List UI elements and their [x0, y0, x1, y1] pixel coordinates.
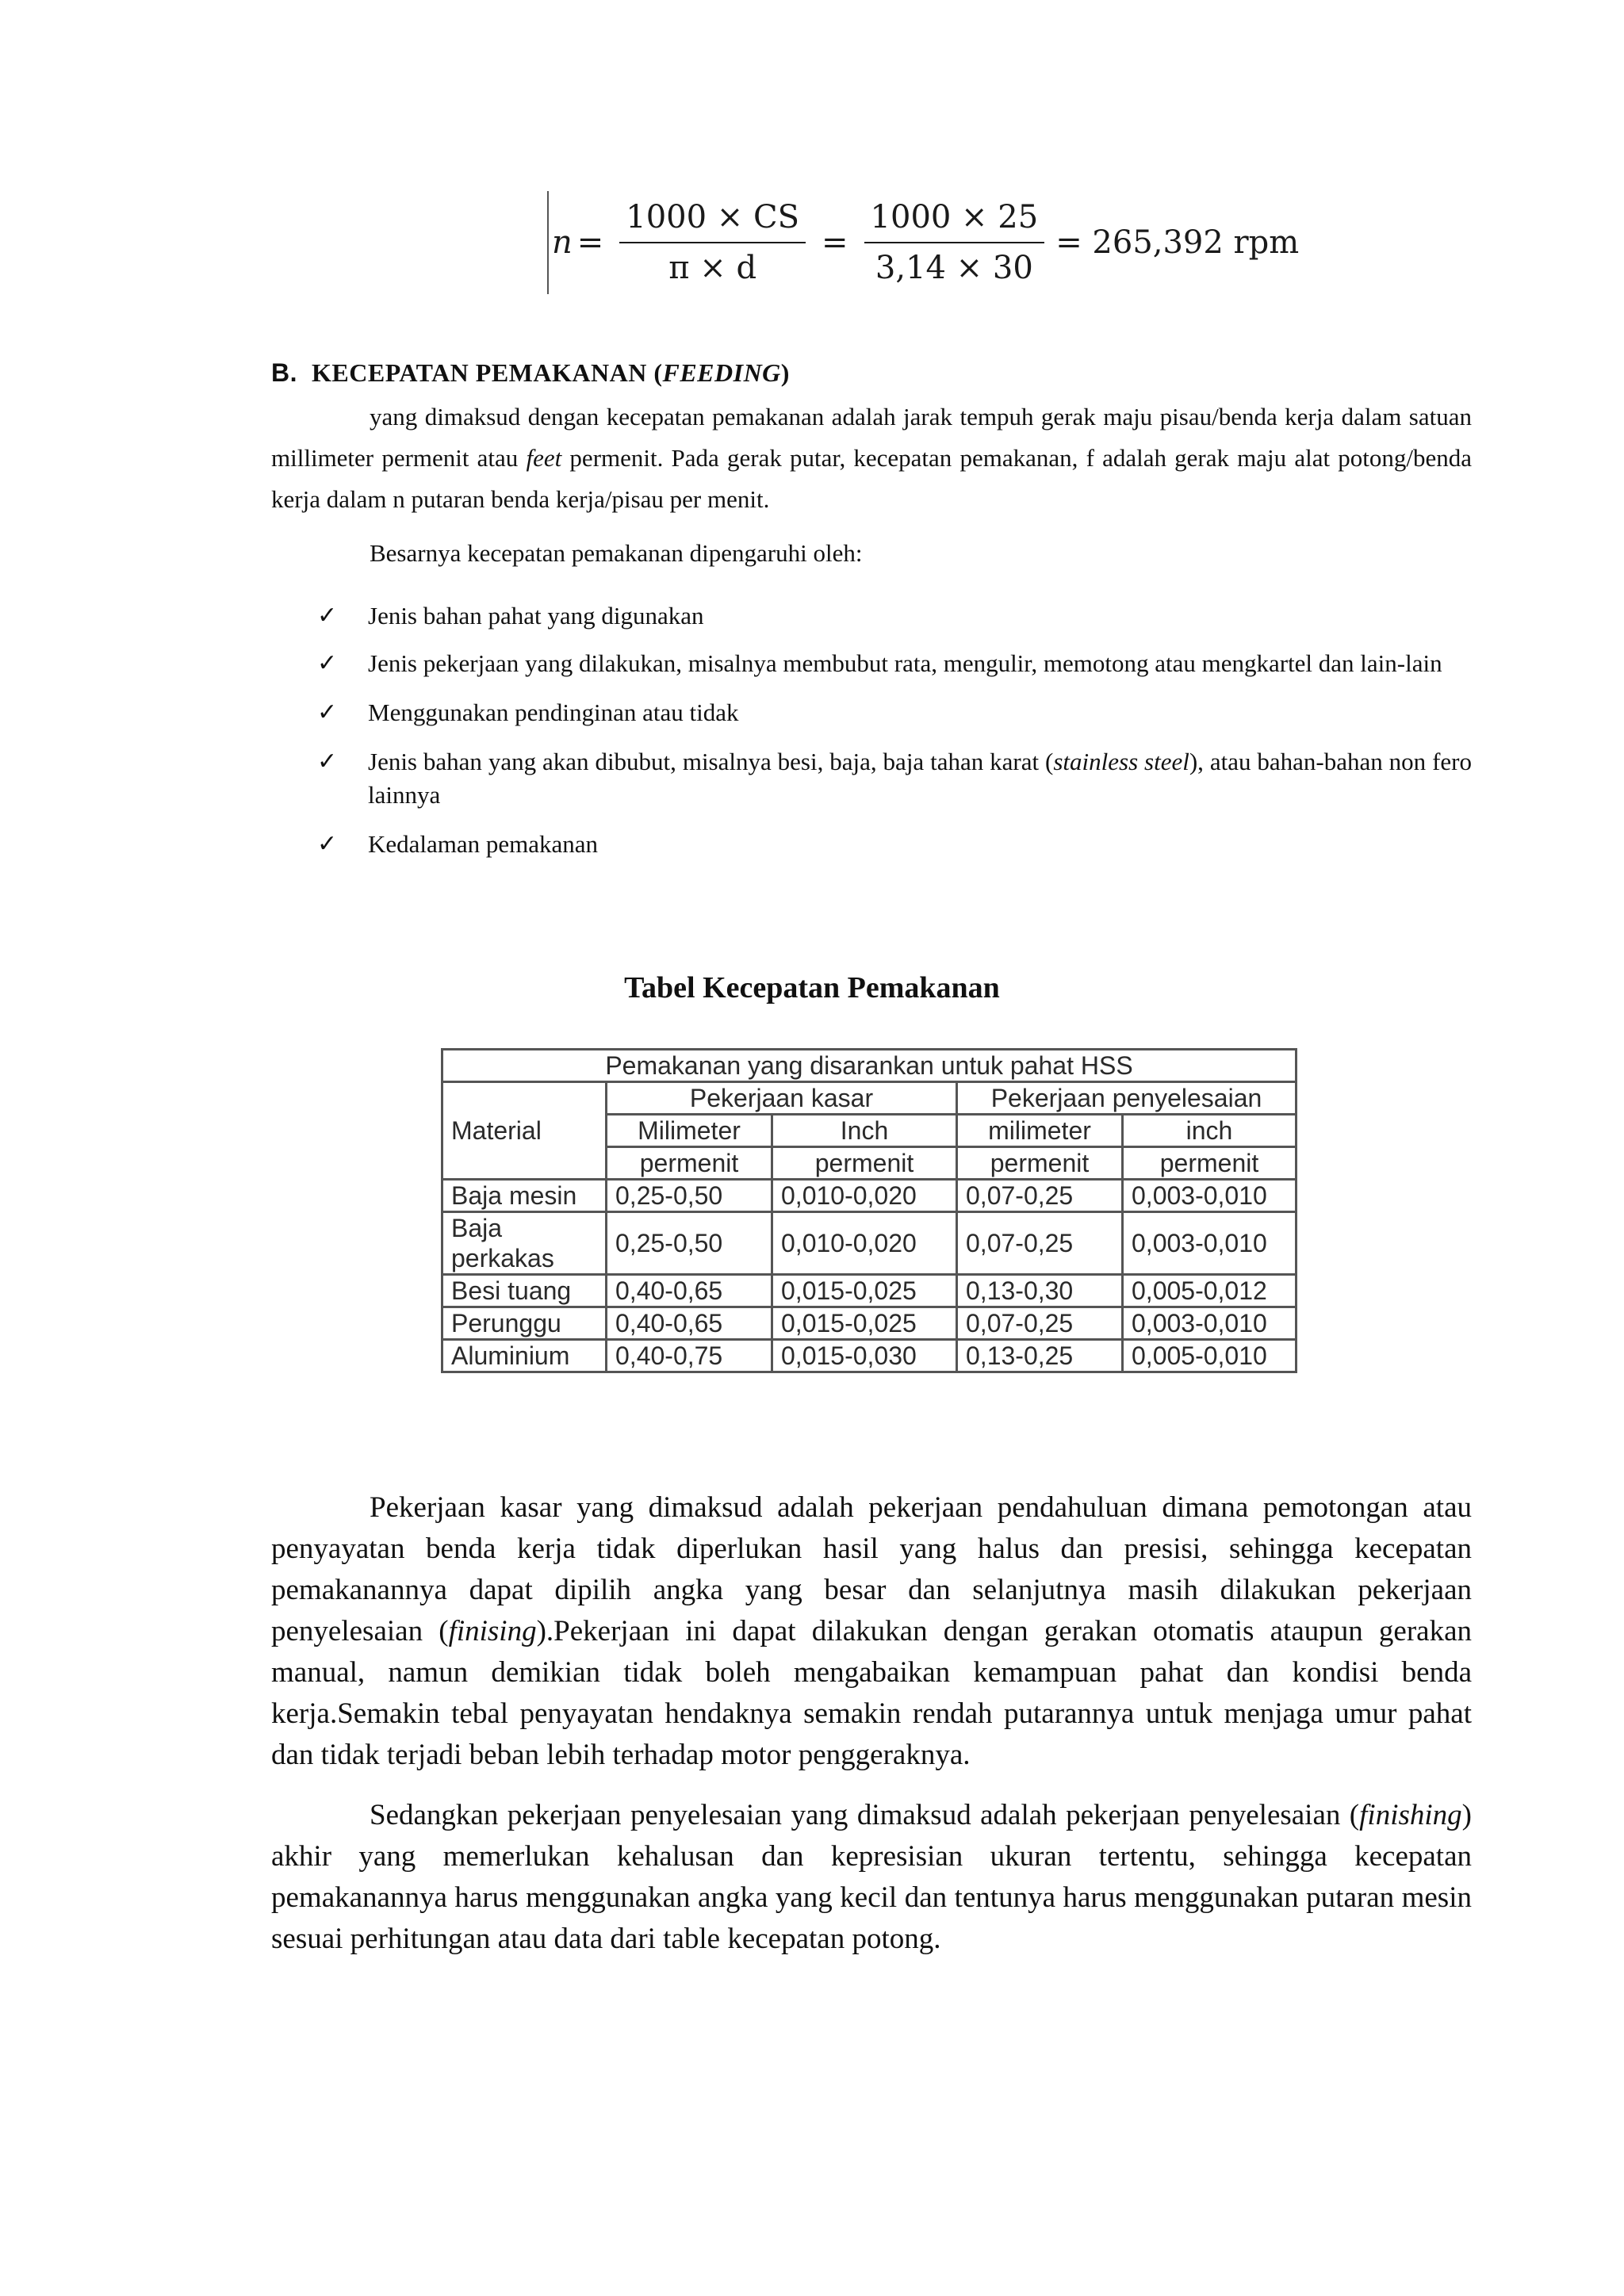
list-item-text-italic: stainless steel: [1053, 748, 1189, 775]
row-material: Perunggu: [442, 1307, 607, 1340]
col3-header: milimeter: [957, 1115, 1123, 1147]
row-value: 0,003-0,010: [1123, 1307, 1297, 1340]
finishing-paragraph: [271, 1795, 1472, 1960]
equals-sign: =: [576, 224, 604, 261]
feed-rate-table: [441, 1048, 1297, 1373]
row-value: 0,015-0,025: [772, 1275, 957, 1307]
row-value: 0,015-0,030: [772, 1340, 957, 1372]
list-item: [317, 745, 1472, 812]
row-value: 0,13-0,25: [957, 1340, 1123, 1372]
group-finish-header: Pekerjaan penyelesaian: [957, 1082, 1297, 1115]
list-item-text: Kedalaman pemakanan: [368, 830, 599, 858]
list-item-text: [368, 745, 1472, 812]
section-heading: [271, 358, 790, 388]
row-value: 0,40-0,65: [607, 1275, 772, 1307]
row-value: 0,25-0,50: [607, 1212, 772, 1275]
row-value: 0,13-0,30: [957, 1275, 1123, 1307]
row-value: 0,010-0,020: [772, 1180, 957, 1212]
list-item-text: Menggunakan pendinginan atau tidak: [368, 698, 739, 726]
list-item-text: Jenis bahan pahat yang digunakan: [368, 602, 704, 629]
row-value: 0,005-0,010: [1123, 1340, 1297, 1372]
finish-text-2: ) akhir yang memerlukan kehalusan dan kepresisian ukuran tertentu, sehingga kecepatan pemakanannya harus menggunakan angka yang kecil dan tentunya harus menggunakan putaran mesin sesuai perhitungan atau data dari table kecepatan potong.: [271, 1799, 1472, 1955]
rough-text-1: Pekerjaan kasar yang dimaksud adalah pekerjaan pendahuluan dimana pemotongan atau penyayatan benda kerja tidak diperlukan hasil yang halus dan presisi, sehingga kecepatan pemakanannya dapat dipilih angka yang besar dan selanjutnya masih dilakukan pekerjaan penyelesaian (: [271, 1491, 1472, 1647]
check-icon: ✓: [317, 698, 338, 726]
table-caption-row: [442, 1050, 1297, 1082]
intro-paragraph: [271, 396, 1472, 520]
col2-header: Inch: [772, 1115, 957, 1147]
intro-text-italic: feet: [526, 444, 562, 472]
table-row: [442, 1275, 1297, 1307]
row-value: 0,40-0,65: [607, 1307, 772, 1340]
row-value: 0,07-0,25: [957, 1307, 1123, 1340]
table-row: [442, 1180, 1297, 1212]
row-material: Besi tuang: [442, 1275, 607, 1307]
row-material: [442, 1212, 607, 1275]
col1-header-2: permenit: [607, 1147, 772, 1180]
finish-text-1: Sedangkan pekerjaan penyelesaian yang dimaksud adalah pekerjaan penyelesaian (: [370, 1799, 1360, 1831]
table-row: [442, 1307, 1297, 1340]
table-caption: Pemakanan yang disarankan untuk pahat HSS: [442, 1050, 1297, 1082]
text-cursor-bar: [547, 191, 549, 294]
rough-text-2: ).Pekerjaan ini dapat dilakukan dengan gerakan otomatis ataupun gerakan manual, namun demikian tidak boleh mengabaikan kemampuan pahat dan kondisi benda kerja.Semakin tebal penyayatan hendaknya semakin rendah putarannya untuk menjaga umur pahat dan tidak terjadi beban lebih terhadap motor penggeraknya.: [271, 1615, 1472, 1771]
section-letter: B.: [271, 358, 297, 387]
intro-text-1: yang dimaksud dengan kecepatan pemakanan adalah jarak tempuh gerak maju pisau/benda kerja dalam satuan millimeter permenit atau: [271, 403, 1472, 472]
row-value: 0,005-0,012: [1123, 1275, 1297, 1307]
row-material: Baja mesin: [442, 1180, 607, 1212]
section-title-end: ): [780, 358, 790, 387]
formula-lhs: n: [552, 224, 573, 261]
row-material: Aluminium: [442, 1340, 607, 1372]
fraction-values: [864, 199, 1045, 286]
list-item-text: Jenis pekerjaan yang dilakukan, misalnya membubut rata, mengulir, memotong atau mengkartel dan lain-lain: [368, 649, 1442, 677]
row-value: 0,003-0,010: [1123, 1180, 1297, 1212]
col1-header: Milimeter: [607, 1115, 772, 1147]
col3-header-2: permenit: [957, 1147, 1123, 1180]
equals-sign: =: [822, 224, 848, 261]
list-item: [317, 647, 1472, 680]
fraction-general-numerator: 1000 × CS: [619, 199, 806, 243]
list-item-text-pre: Jenis bahan yang akan dibubut, misalnya besi, baja, baja tahan karat (: [368, 748, 1054, 775]
row-value: 0,07-0,25: [957, 1212, 1123, 1275]
influence-lead: Besarnya kecepatan pemakanan dipengaruhi oleh:: [370, 539, 863, 567]
row-value: 0,07-0,25: [957, 1180, 1123, 1212]
rpm-formula: [547, 187, 1299, 298]
row-value: 0,003-0,010: [1123, 1212, 1297, 1275]
row-value: 0,015-0,025: [772, 1307, 957, 1340]
list-item: [317, 599, 1472, 633]
fraction-general-denominator: π × d: [668, 250, 757, 286]
intro-text-2: permenit. Pada gerak putar, kecepatan pemakanan, f adalah gerak maju alat potong/benda kerja dalam n putaran benda kerja/pisau per menit.: [271, 444, 1472, 513]
row-value: 0,010-0,020: [772, 1212, 957, 1275]
row-value: 0,40-0,75: [607, 1340, 772, 1372]
list-item-text-post: ), atau bahan-bahan non fero lainnya: [368, 748, 1472, 809]
group-rough-header: Pekerjaan kasar: [607, 1082, 957, 1115]
rough-work-paragraph: [271, 1487, 1472, 1776]
table-row: [442, 1340, 1297, 1372]
finish-text-italic: finishing: [1359, 1799, 1462, 1831]
fraction-general: [619, 199, 806, 286]
col4-header-2: permenit: [1123, 1147, 1297, 1180]
material-header: Material: [442, 1082, 607, 1180]
row-value: 0,25-0,50: [607, 1180, 772, 1212]
list-item: [317, 828, 1472, 861]
table-row: [442, 1212, 1297, 1275]
col4-header: inch: [1123, 1115, 1297, 1147]
formula-result: = 265,392 rpm: [1055, 224, 1300, 261]
factor-list: [317, 599, 1472, 877]
section-title: KECEPATAN PEMAKANAN (: [312, 358, 663, 387]
list-item: [317, 696, 1472, 729]
check-icon: ✓: [317, 830, 338, 858]
check-icon: ✓: [317, 649, 338, 677]
section-title-italic: FEEDING: [662, 358, 781, 387]
check-icon: ✓: [317, 748, 338, 775]
row-material-line2: perkakas: [451, 1244, 554, 1272]
fraction-values-denominator: 3,14 × 30: [875, 250, 1033, 286]
table-group-row: [442, 1082, 1297, 1115]
fraction-values-numerator: 1000 × 25: [864, 199, 1045, 243]
table-title: Tabel Kecepatan Pemakanan: [624, 971, 1000, 1004]
rough-text-italic: finising: [448, 1615, 537, 1647]
row-material-line1: Baja: [451, 1214, 503, 1242]
col2-header-2: permenit: [772, 1147, 957, 1180]
check-icon: ✓: [317, 602, 338, 629]
